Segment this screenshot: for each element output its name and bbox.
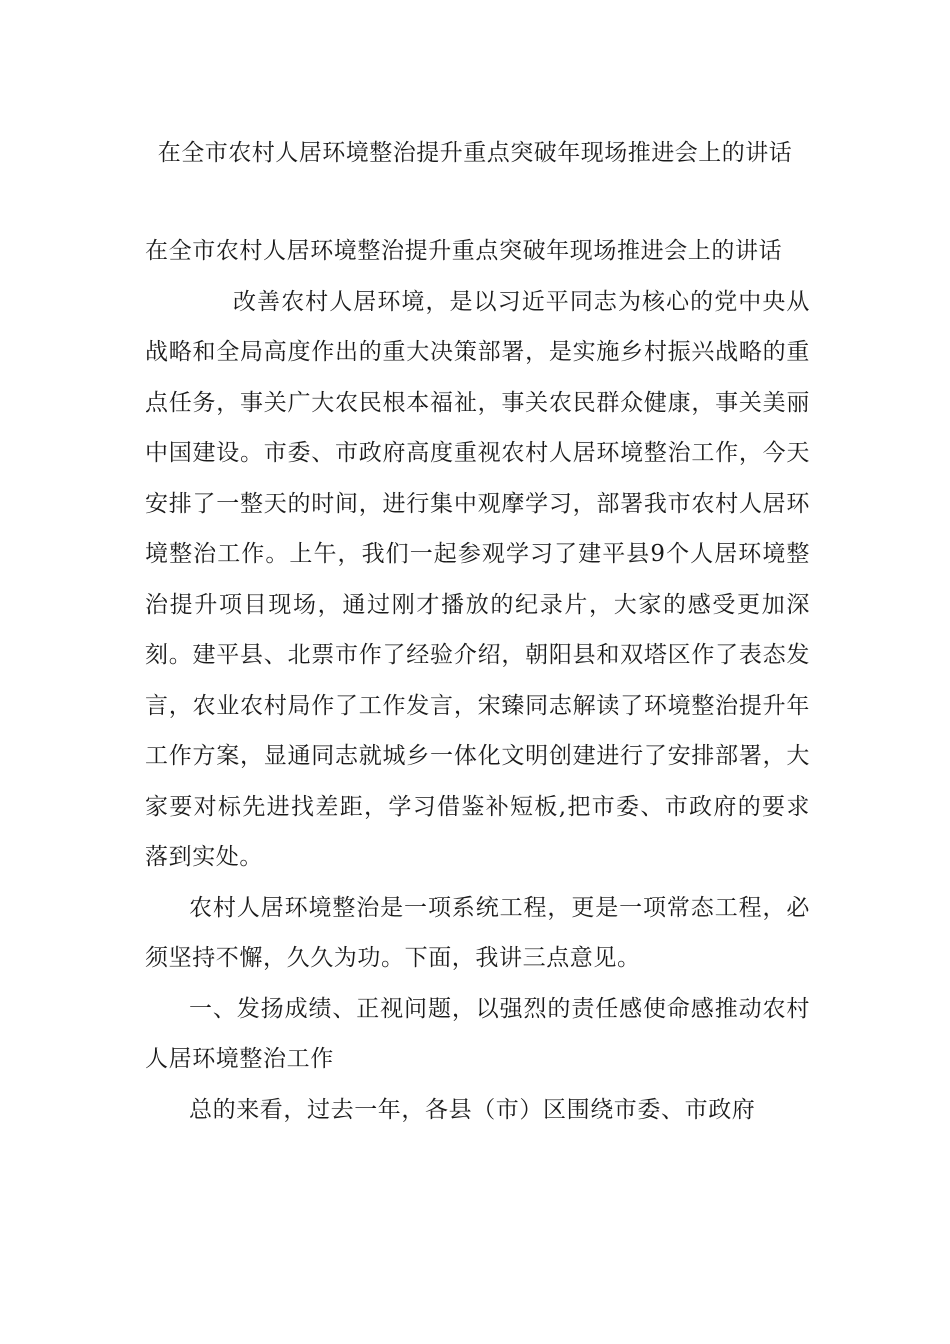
paragraph-3: 总的来看，过去一年，各县（市）区围绕市委、市政府 [189,1096,756,1123]
document-subtitle: 在全市农村人居环境整治提升重点突破年现场推进会上的讲话 [145,238,783,264]
paragraph-2: 农村人居环境整治是一项系统工程，更是一项常态工程，必须坚持不懈，久久为功。下面，我讲三点意见。 [145,894,810,971]
document-body [145,226,810,1135]
paragraph-1: 改善农村人居环境，是以习近平同志为核心的党中央从战略和全局高度作出的重大决策部署，是实施乡村振兴战略的重点任务，事关广大农民根本福祉，事关农民群众健康，事关美丽中国建设。市委、市政府高度重视农村人居环境整治工作，今天安排了一整天的时间，进行集中观摩学习，部署我市农村人居环境整治工作。上午，我们一起参观学习了建平县9个人居环境整治提升项目现场，通过刚才播放的纪录片，大家的感受更加深刻。建平县、北票市作了经验介绍，朝阳县和双塔区作了表态发言，农业农村局作了工作发言，宋臻同志解读了环境整治提升年工作方案，显通同志就城乡一体化文明创建进行了安排部署，大家要对标先进找差距，学习借鉴补短板,把市委、市政府的要求落到实处。 [145,288,810,870]
section-heading-1: 一、发扬成绩、正视问题，以强烈的责任感使命感推动农村人居环境整治工作 [145,995,810,1072]
document-title: 在全市农村人居环境整治提升重点突破年现场推进会上的讲话 [157,140,793,166]
